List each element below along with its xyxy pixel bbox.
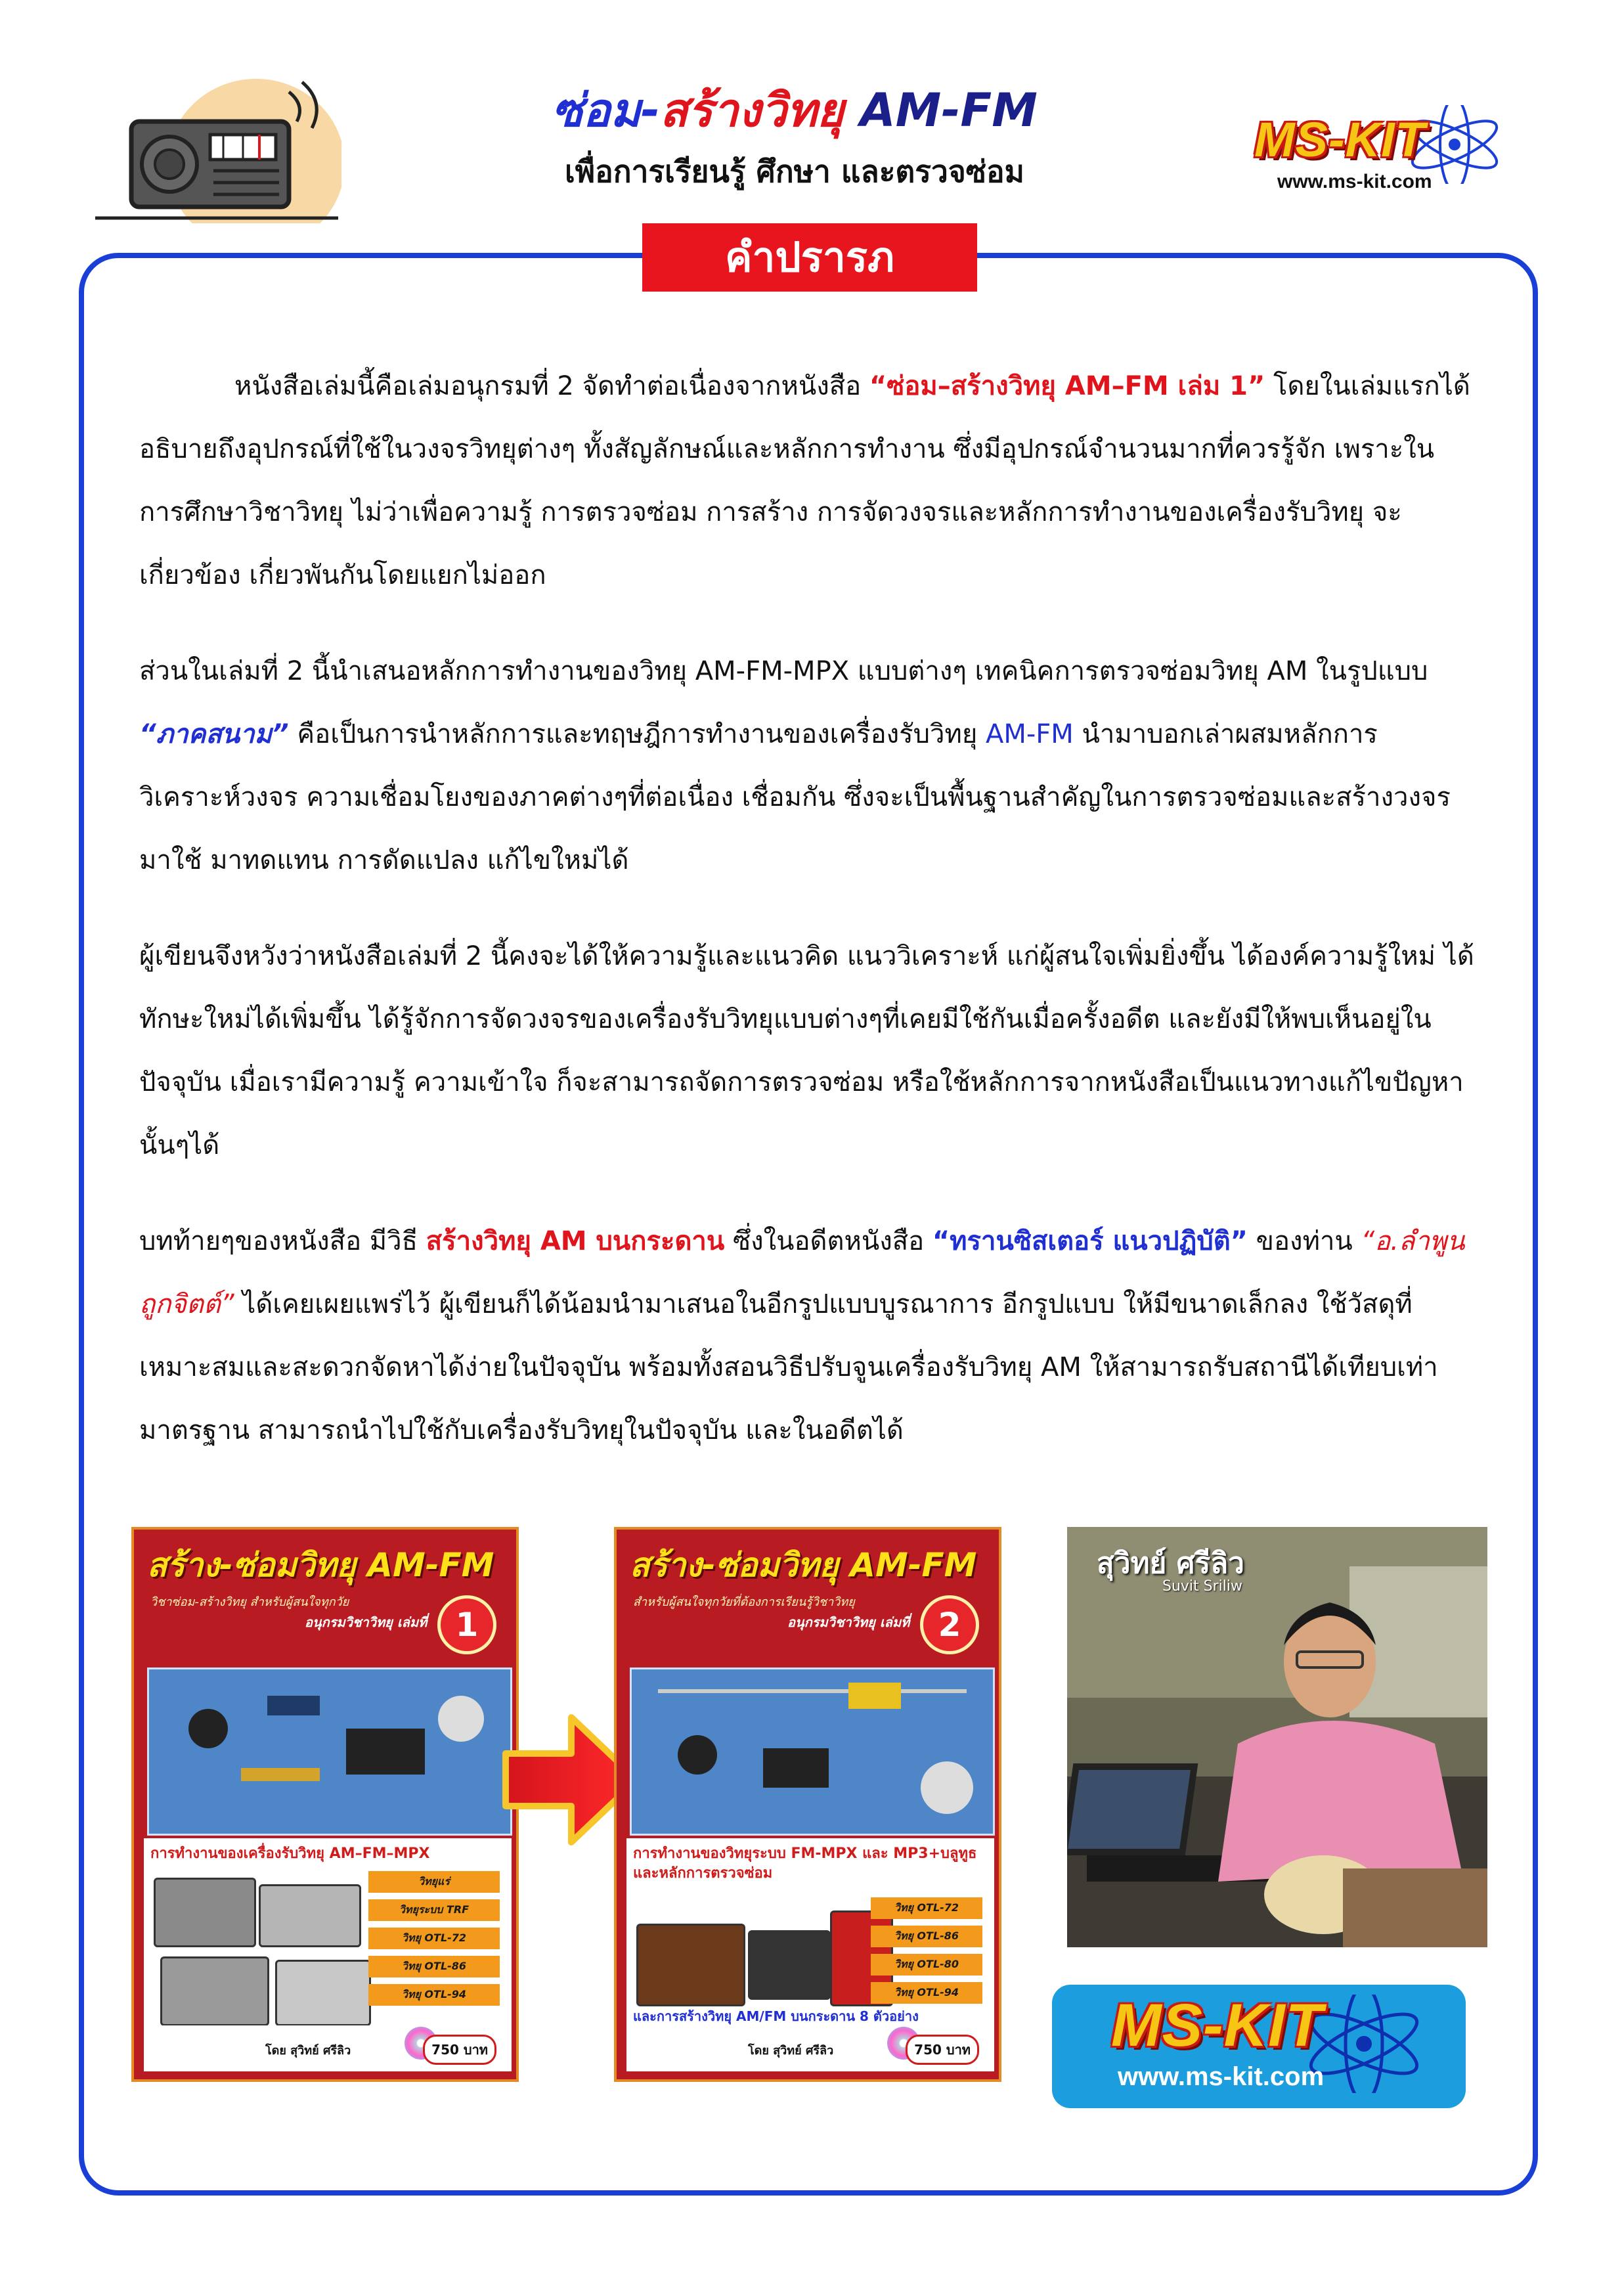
title-part-repair: ซ่อม- xyxy=(552,83,660,137)
book-cover-1 xyxy=(131,1527,519,2082)
book1-section: การทำงานของเครื่องรับวิทยุ AM–FM–MPX xyxy=(150,1845,430,1862)
paragraph-2 xyxy=(139,640,1479,892)
book1-tag: วิทยุระบบ TRF xyxy=(368,1899,500,1921)
p4-text-c: ของท่าน xyxy=(1247,1226,1361,1256)
radio-photo xyxy=(154,1878,256,1947)
p1-text-a: หนังสือเล่มนี้คือเล่มอนุกรมที่ 2 จัดทำต่อเนื่องจากหนังสือ xyxy=(234,371,869,401)
book1-series: อนุกรมวิชาวิทยุ เล่มที่ xyxy=(305,1614,427,1630)
brand-name: MS-KIT xyxy=(1111,1992,1323,2059)
book1-number-badge: 1 xyxy=(437,1595,496,1654)
mskit-logo xyxy=(1254,105,1530,204)
p2-field-term: “ภาคสนาม” xyxy=(139,719,289,749)
author-photo xyxy=(1067,1527,1487,1947)
title-part-amfm: AM-FM xyxy=(844,83,1038,137)
radio-photo xyxy=(636,1924,745,2006)
p3-text: ผู้เขียนจึงหวังว่าหนังสือเล่มที่ 2 นี้คงจะได้ให้ความรู้และแนวคิด แนววิเคราะห์ แก่ผู้สนใจเพิ่มยิ่งขึ้น ได้องค์ความรู้ใหม่ ได้ทักษะใหม่ได้เพิ่มขึ้น ได้รู้จักการจัดวงจรของเครื่องรับวิทยุแบบต่างๆที่เคยมีใช้กันเมื่อครั้งอดีต และยังมีให้พบเห็นอยู่ในปัจจุบัน เมื่อเรามีความรู้ ความเข้าใจ ก็จะสามารถจัดการตรวจซ่อม หรือใช้หลักการจากหนังสือเป็นแนวทางแก้ไขปัญหานั้นๆได้ xyxy=(139,941,1474,1160)
book2-subtitle: สำหรับผู้สนใจทุกวัยที่ต้องการเรียนรู้วิชาวิทยุ xyxy=(633,1595,855,1609)
radio-photo xyxy=(275,1960,371,2026)
title-part-build: สร้างวิทยุ xyxy=(659,83,844,137)
book1-author: โดย สุวิทย์ ศรีลิว xyxy=(265,2044,351,2058)
book2-section: การทำงานของวิทยุระบบ FM-MPX และ MP3+บลูทูธ xyxy=(633,1845,977,1862)
page-subtitle: เพื่อการเรียนรู้ ศึกษา และตรวจซ่อม xyxy=(565,154,1024,189)
book1-tag: วิทยุ OTL-94 xyxy=(368,1984,500,2006)
preface-body xyxy=(139,355,1479,1495)
p4-build-term: สร้างวิทยุ AM บนกระดาน xyxy=(426,1226,725,1256)
book1-tag: วิทยุ OTL-72 xyxy=(368,1928,500,1949)
brand-url: www.ms-kit.com xyxy=(1277,171,1432,192)
book2-tag: วิทยุ OTL-94 xyxy=(871,1982,982,2004)
book2-number-badge: 2 xyxy=(920,1595,979,1654)
book1-circuit-board xyxy=(147,1667,512,1836)
radio-icon xyxy=(92,66,341,223)
p2-text-a: ส่วนในเล่มที่ 2 นี้นำเสนอหลักการทำงานของวิทยุ AM-FM-MPX แบบต่างๆ เทคนิคการตรวจซ่อมวิทยุ AM ในรูปแบบ xyxy=(139,656,1428,686)
p1-text-b: โดยในเล่มแรกได้อธิบายถึงอุปกรณ์ที่ใช้ในวงจรวิทยุต่างๆ ทั้งสัญลักษณ์และหลักการทำงาน ซึ่งมีอุปกรณ์จำนวนมากที่ควรรู้จัก เพราะในการศึกษาวิชาวิทยุ ไม่ว่าเพื่อความรู้ การตรวจซ่อม การสร้าง การจัดวงจรและหลักการทำงานของเครื่องรับวิทยุ จะเกี่ยวข้อง เกี่ยวพันกันโดยแยกไม่ออก xyxy=(139,371,1470,590)
author-name-en: Suvit Sriliw xyxy=(1162,1578,1242,1595)
p2-amfm-term: AM-FM xyxy=(985,719,1074,749)
book1-price: 750 บาท xyxy=(423,2035,496,2065)
p4-text-d: ได้เคยเผยแพร่ไว้ ผู้เขียนก็ได้น้อมนำมาเสนอในอีกรูปแบบบูรณาการ อีกรูปแบบ ให้มีขนาดเล็กลง ใช้วัสดุที่เหมาะสมและสะดวกจัดหาได้ง่ายในปัจจุบัน พร้อมทั้งสอนวิธีปรับจูนเครื่องรับวิทยุ AM ให้สามารถรับสถานีได้เทียบเท่ามาตรฐาน สามารถนำไปใช้กับเครื่องรับวิทยุในปัจจุบัน และในอดีตได้ xyxy=(139,1289,1438,1446)
book2-price: 750 บาท xyxy=(906,2035,979,2065)
book1-tags xyxy=(368,1871,500,2012)
book2-footer-note: และการสร้างวิทยุ AM/FM บนกระดาน 8 ตัวอย่าง xyxy=(633,2008,919,2024)
book1-subtitle: วิชาซ่อม-สร้างวิทยุ สำหรับผู้สนใจทุกวัย xyxy=(150,1595,349,1609)
paragraph-4 xyxy=(139,1210,1479,1462)
book2-circuit-board xyxy=(630,1667,995,1836)
book2-tag: วิทยุ OTL-86 xyxy=(871,1926,982,1947)
p2-text-b: คือเป็นการนำหลักการและทฤษฎีการทำงานของเครื่องรับวิทยุ xyxy=(288,719,986,749)
author-photo-scene xyxy=(1067,1527,1487,1947)
book2-section-2: และหลักการตรวจซ่อม xyxy=(633,1865,773,1882)
book2-title: สร้าง-ซ่อมวิทยุ AM-FM xyxy=(630,1546,977,1584)
brand-name: MS-KIT xyxy=(1254,112,1426,167)
book2-series: อนุกรมวิชาวิทยุ เล่มที่ xyxy=(787,1614,910,1630)
book-cover-2 xyxy=(614,1527,1001,2082)
p4-text-b: ซึ่งในอดีตหนังสือ xyxy=(724,1226,932,1256)
author-name-th: สุวิทย์ ศรีลิว xyxy=(1097,1547,1244,1580)
page-title xyxy=(499,85,1090,136)
book2-author: โดย สุวิทย์ ศรีลิว xyxy=(748,2044,834,2058)
radio-photo xyxy=(160,1956,269,2026)
radio-photo xyxy=(259,1884,361,1947)
book2-tags xyxy=(871,1897,982,2010)
paragraph-3 xyxy=(139,925,1479,1177)
book2-tag: วิทยุ OTL-72 xyxy=(871,1897,982,1919)
p2-text-c: นำมาบอกเล่าผสมหลักการวิเคราะห์วงจร ความเชื่อมโยงของภาคต่างๆที่ต่อเนื่อง เชื่อมกัน ซึ่งจะเป็นพื้นฐานสำคัญในการตรวจซ่อมและสร้างวงจรมาใช้ มาทดแทน การดัดแปลง แก้ไขใหม่ได้ xyxy=(139,719,1451,875)
mskit-logo-bottom xyxy=(1052,1985,1466,2108)
p4-book-title: “ทรานซิสเตอร์ แนวปฏิบัติ” xyxy=(932,1226,1248,1256)
brand-url: www.ms-kit.com xyxy=(1118,2062,1325,2091)
paragraph-1 xyxy=(139,355,1479,607)
p4-text-a: บทท้ายๆของหนังสือ มีวิธี xyxy=(139,1226,426,1256)
section-label: คำปรารภ xyxy=(642,223,977,292)
radio-photo xyxy=(748,1930,831,2000)
book1-tag: วิทยุแร่ xyxy=(368,1871,500,1893)
book1-tag: วิทยุ OTL-86 xyxy=(368,1956,500,1977)
p1-book-title: “ซ่อม–สร้างวิทยุ AM–FM เล่ม 1” xyxy=(869,371,1265,401)
book1-title: สร้าง-ซ่อมวิทยุ AM-FM xyxy=(147,1546,494,1584)
header xyxy=(499,85,1090,196)
p4-author-name: “อ.ลำพูน ถูกจิตต์” xyxy=(139,1226,1465,1319)
book2-tag: วิทยุ OTL-80 xyxy=(871,1954,982,1976)
